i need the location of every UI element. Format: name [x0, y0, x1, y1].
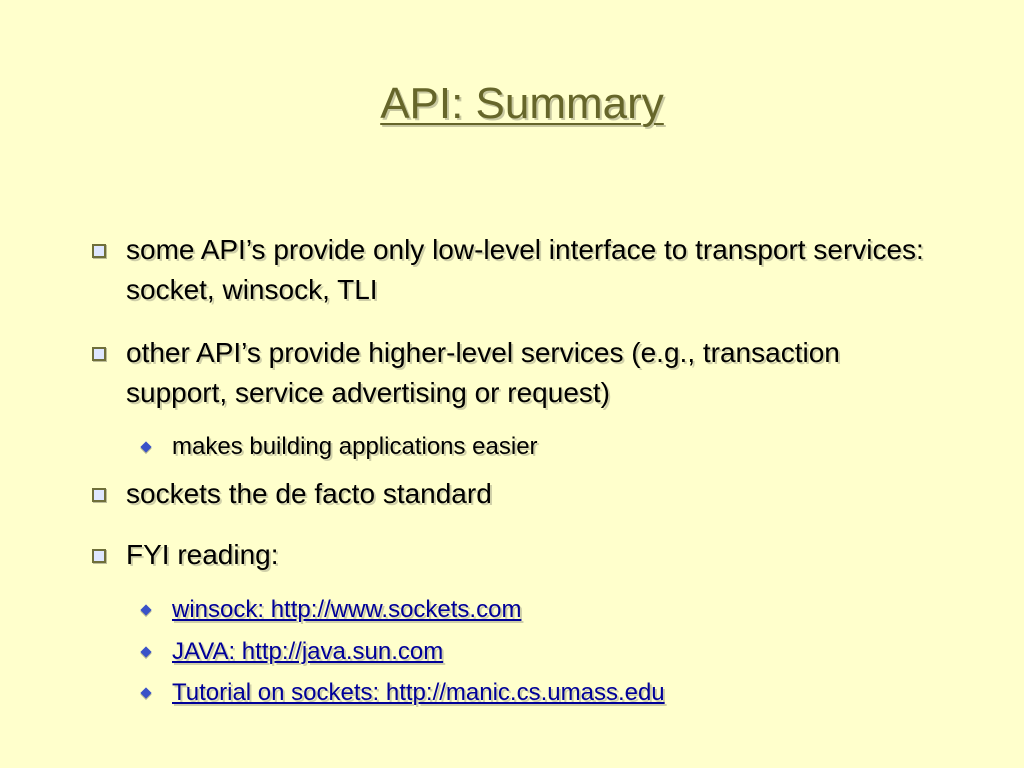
square-bullet-icon: [92, 549, 106, 563]
bullet-text: other API’s provide higher-level services (e.g., transaction support, service advertising or request): [126, 337, 840, 408]
diamond-bullet-icon: [140, 604, 151, 615]
slide-title: API: Summary: [380, 79, 664, 128]
diamond-bullet-icon: [140, 646, 151, 657]
square-bullet-icon: [92, 244, 106, 258]
bullet-text: sockets the de facto standard: [126, 478, 492, 509]
link-java[interactable]: JAVA: http://java.sun.com: [172, 638, 444, 665]
link-tutorial[interactable]: Tutorial on sockets: http://manic.cs.umass.edu: [172, 679, 665, 706]
bullet-text: some API’s provide only low-level interface to transport services: socket, winsock, TLI: [126, 234, 924, 305]
diamond-bullet-icon: [140, 687, 151, 698]
sub-bullet-text: makes building applications easier: [172, 433, 538, 460]
link-winsock[interactable]: winsock: http://www.sockets.com: [172, 596, 522, 623]
bullet-text: FYI reading:: [126, 539, 279, 570]
square-bullet-icon: [92, 347, 106, 361]
diamond-bullet-icon: [140, 441, 151, 452]
square-bullet-icon: [92, 488, 106, 502]
